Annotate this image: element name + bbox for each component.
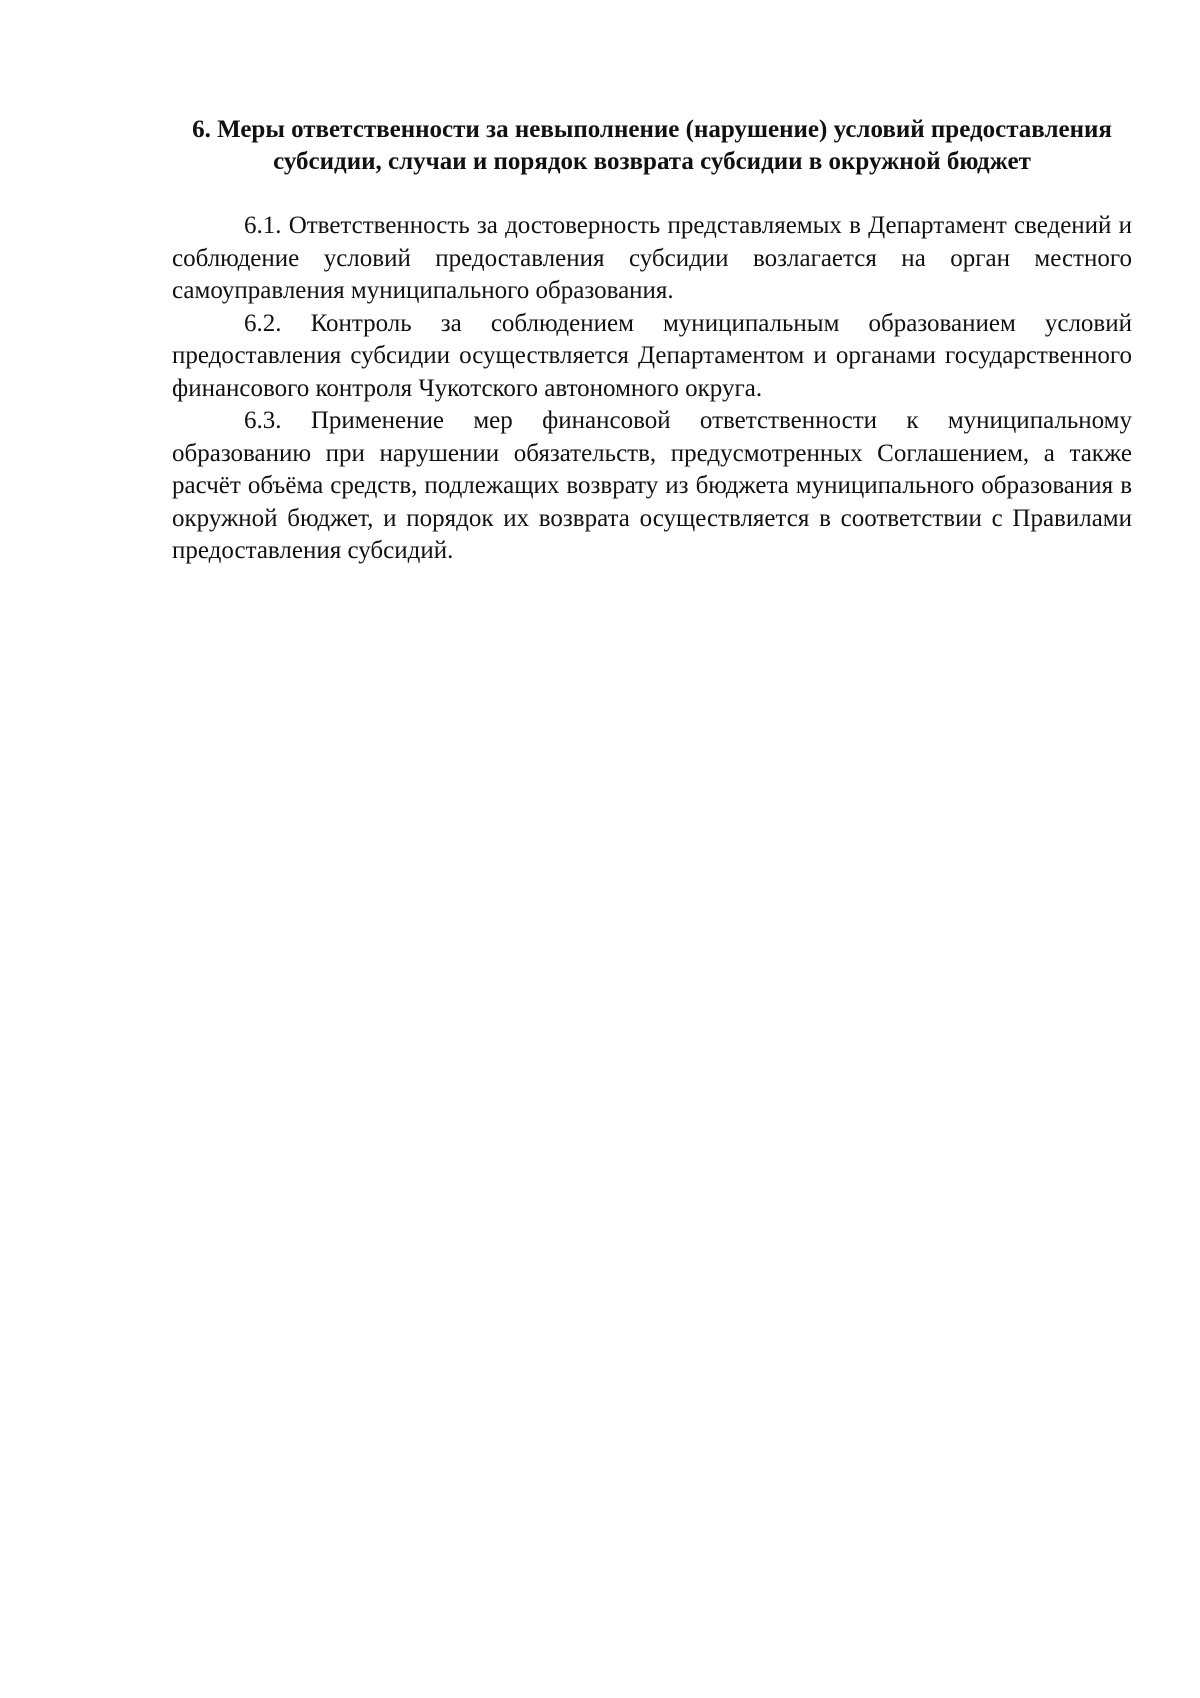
document-body <box>172 114 1132 568</box>
paragraph-6-2: 6.2. Контроль за соблюдением муниципальным образованием условий предоставления субсидии осуществляется Департаментом и органами государственного финансового контроля Чукотского автономного округа. <box>172 309 1132 402</box>
paragraph-6-3: 6.3. Применение мер финансовой ответственности к муниципальному образованию при нарушении обязательств, предусмотренных Соглашением, а также расчёт объёма средств, подлежащих возврату из бюджета муниципального образования в окружной бюджет, и порядок их возврата осуществляется в соответствии с Правилами предоставления субсидий. <box>172 407 1132 564</box>
paragraph-6-1: 6.1. Ответственность за достоверность представляемых в Департамент сведений и соблюдение условий предоставления субсидии возлагается на орган местного самоуправления муниципального образования. <box>172 212 1132 304</box>
section-heading: 6. Меры ответственности за невыполнение (нарушение) условий предоставления субсидии, случаи и порядок возврата субсидии в окружной бюджет <box>192 116 1112 175</box>
